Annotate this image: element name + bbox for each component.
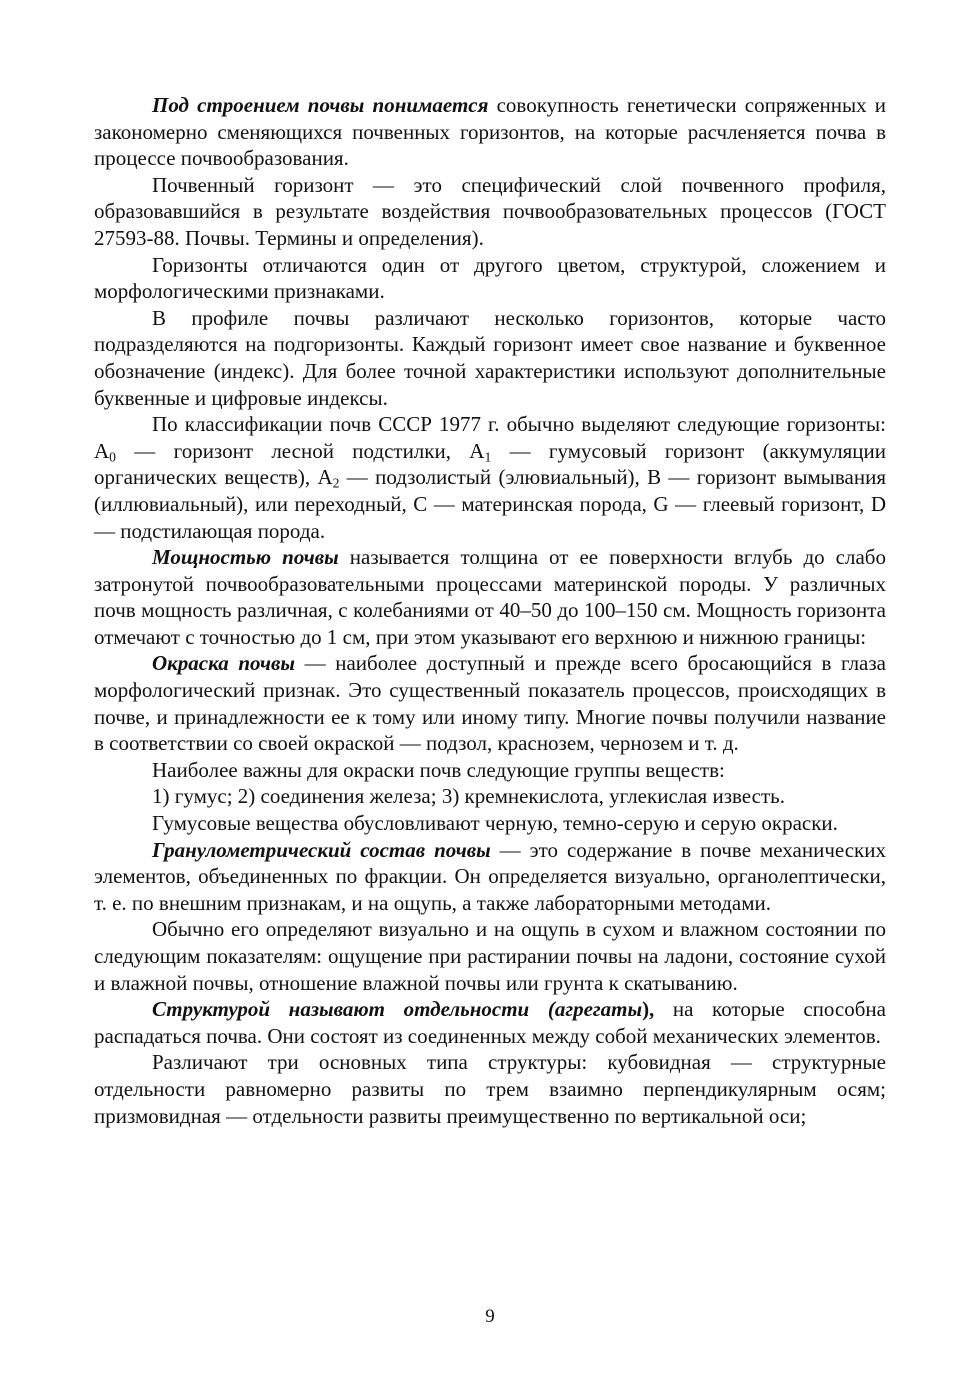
page-number: 9 bbox=[485, 1306, 495, 1327]
paragraph-text: Гумусовые вещества обусловливают черную, темно-серую и серую окраски. bbox=[152, 811, 838, 836]
term-soil-thickness: Мощностью почвы bbox=[152, 545, 339, 570]
paragraph-text: В профиле почвы различают несколько горизонтов, которые часто подразделяются на подгоризонты. Каждый горизонт имеет свое название и буквенное обозначение (индекс). Для более точной характеристики используют дополнительные буквенные и цифровые индексы. bbox=[94, 305, 886, 410]
paragraph-humus-color bbox=[94, 810, 886, 837]
paragraph-horizon-differences bbox=[94, 252, 886, 305]
paragraph-soil-color bbox=[94, 650, 886, 756]
term-soil-color: Окраска почвы bbox=[152, 651, 295, 676]
paragraph-text: Обычно его определяют визуально и на ощупь в сухом и влажном состоянии по следующим показателям: ощущение при растирании почвы на ладони, состояние сухой и влажной почвы, отношение влажной почвы или грунта к скатыванию. bbox=[94, 917, 886, 995]
paragraph-text: По классификации почв СССР 1977 г. обычно выделяют следующие горизонты: A bbox=[94, 412, 886, 463]
term-soil-structure: Под строением почвы понимается bbox=[152, 93, 489, 117]
paragraph-granulometric-composition bbox=[94, 837, 886, 917]
paragraph-text: Различают три основных типа структуры: кубовидная — структурные отдельности равномерно развиты по трем взаимно перпендикулярным осям; призмовидная — отдельности развиты преимущественно по вертикальной оси; bbox=[94, 1050, 886, 1128]
paragraph-soil-thickness bbox=[94, 544, 886, 650]
paragraph-substance-list bbox=[94, 783, 886, 810]
term-closing: ), bbox=[642, 997, 655, 1022]
paragraph-horizon-classification bbox=[94, 411, 886, 544]
paragraph-soil-structure-definition bbox=[94, 92, 886, 172]
subscript-index: 2 bbox=[332, 475, 340, 491]
paragraph-text: Наиболее важны для окраски почв следующие группы веществ: bbox=[152, 757, 725, 782]
paragraph-determination-method bbox=[94, 916, 886, 996]
paragraph-text: — наиболее доступный и прежде всего бросающийся в глаза морфологический признак. Это существенный показатель процессов, происходящих в почве, и принадлежности ее к тому или иному типу. Многие почвы получили название в соответствии со своей окраской — подзол, краснозем, чернозем и т. д. bbox=[94, 651, 886, 756]
paragraph-soil-horizon-definition bbox=[94, 172, 886, 252]
paragraph-text: — гумусовый горизонт (аккумуляции органических веществ), A bbox=[94, 438, 886, 490]
paragraph-color-substances bbox=[94, 757, 886, 784]
subscript-index: 1 bbox=[484, 449, 492, 465]
paragraph-text: на которые способна распадаться почва. Они состоят из соединенных между собой механических элементов. bbox=[94, 997, 886, 1048]
paragraph-soil-structure-aggregates bbox=[94, 996, 886, 1049]
paragraph-text: 1) гумус; 2) соединения железа; 3) кремнекислота, углекислая известь. bbox=[152, 784, 785, 809]
paragraph-horizon-indices bbox=[94, 305, 886, 411]
term-granulometric-composition: Гранулометрический состав почвы bbox=[152, 837, 491, 862]
paragraph-text: — это содержание в почве механических элементов, объединенных по фракции. Он определяется визуально, органолептически, т. е. по внешним признакам, и на ощупь, а также лабораторными методами. bbox=[94, 837, 886, 915]
paragraph-structure-types bbox=[94, 1049, 886, 1129]
paragraph-text: — подзолистый (элювиальный), B — горизонт вымывания (иллювиальный), или переходный, C — материнская порода, G — глеевый горизонт, D — подстилающая порода. bbox=[94, 465, 886, 543]
subscript-index: 0 bbox=[109, 449, 116, 465]
paragraph-text: называется толщина от ее поверхности вглубь до слабо затронутой почвообразовательными процессами материнской породы. У различных почв мощность различная, с колебаниями от 40–50 до 100–150 см. Мощность горизонта отмечают с точностью до 1 см, при этом указывают его верхнюю и нижнюю границы: bbox=[94, 545, 886, 649]
paragraph-text: — горизонт лесной подстилки, A bbox=[116, 438, 485, 463]
page-body bbox=[94, 92, 886, 1129]
term-structure: Структурой называют отдельности (агрегаты bbox=[152, 997, 643, 1022]
paragraph-text: Почвенный горизонт — это специфический слой почвенного профиля, образовавшийся в результате воздействия почвообразовательных процессов (ГОСТ 27593-88. Почвы. Термины и определения). bbox=[94, 172, 886, 250]
paragraph-text: Горизонты отличаются один от другого цветом, структурой, сложением и морфологическими признаками. bbox=[94, 252, 886, 304]
paragraph-text: совокупность генетически сопряженных и закономерно сменяющихся почвенных горизонтов, на которые расчленяется почва в процессе почвообразования. bbox=[94, 93, 887, 171]
